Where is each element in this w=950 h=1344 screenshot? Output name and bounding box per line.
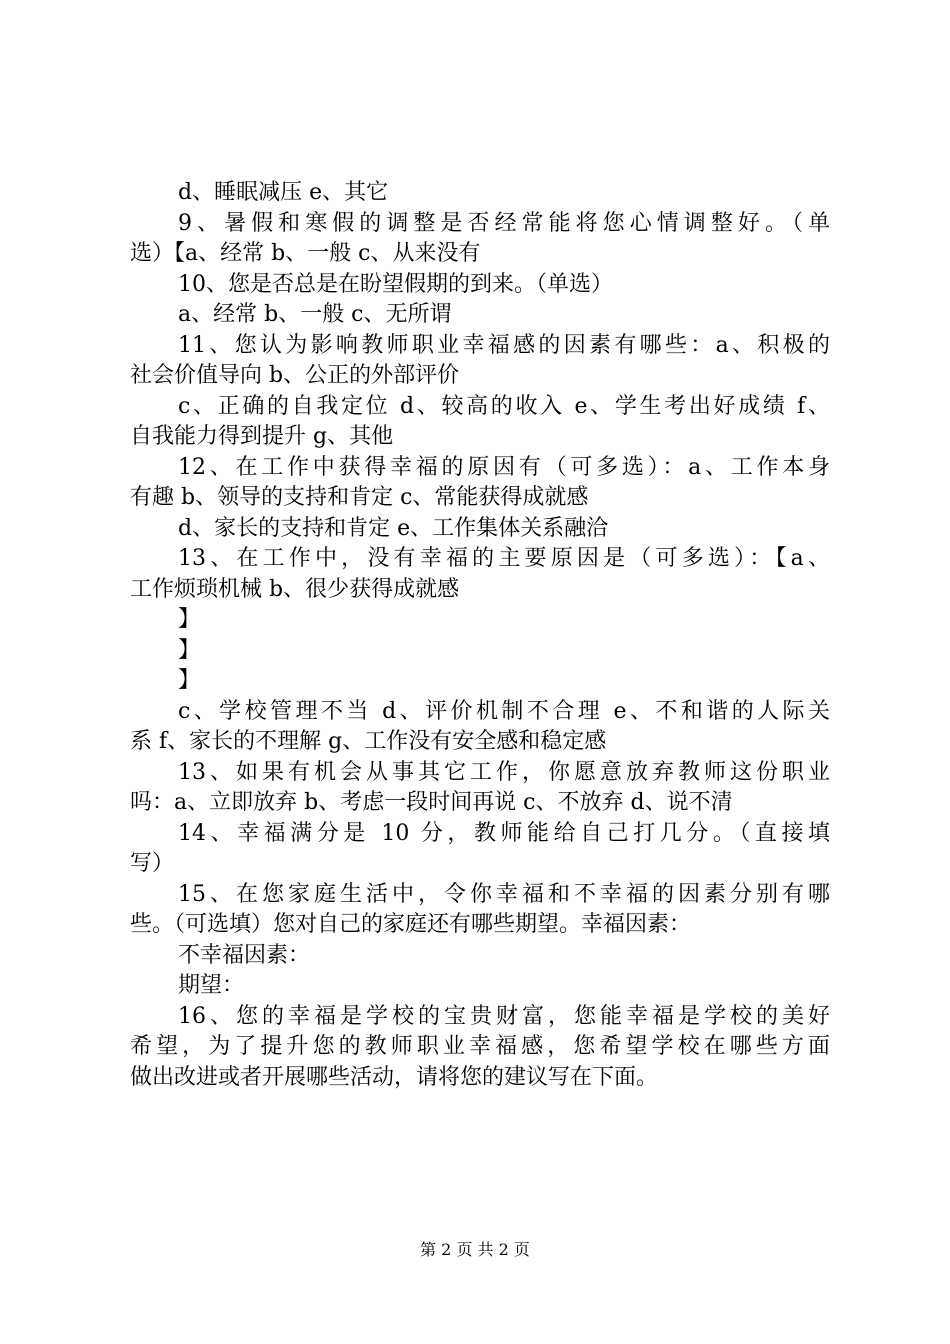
page-footer: 第 2 页 共 2 页 [420,1240,530,1259]
text-line-12: d、家长的支持和肯定 e、工作集体关系融洽 [178,516,609,541]
text-line-6: 11、您认为影响教师职业幸福感的因素有哪些：a、积极的 [178,333,830,358]
bracket-line-2: 】 [178,638,201,663]
text-line-5: a、经常 b、一般 c、无所谓 [178,302,452,327]
text-line-14: 工作烦琐机械 b、很少获得成就感 [130,577,460,602]
text-line-11: 有趣 b、领导的支持和肯定 c、常能获得成就感 [130,485,589,510]
text-line-25: 些。（可选填）您对自己的家庭还有哪些期望。幸福因素： [130,912,692,937]
bracket-line-3: 】 [178,668,201,693]
text-line-21: 吗：a、立即放弃 b、考虑一段时间再说 c、不放弃 d、说不清 [130,790,733,815]
text-line-13: 13、在工作中，没有幸福的主要原因是（可多选）：【a、 [178,546,830,571]
bracket-line-1: 】 [178,607,201,632]
text-line-18: c、学校管理不当 d、评价机制不合理 e、不和谐的人际关 [178,699,830,724]
text-line-27: 期望： [178,973,245,998]
text-line-9: 自我能力得到提升 g、其他 [130,424,394,449]
text-line-3: 选）【a、经常 b、一般 c、从来没有 [130,241,481,266]
text-line-19: 系 f、家长的不理解 g、工作没有安全感和稳定感 [130,729,607,754]
text-line-10: 12、在工作中获得幸福的原因有（可多选）：a、工作本身 [178,455,830,480]
text-line-22: 14、幸福满分是 10 分，教师能给自己打几分。（直接填 [178,821,830,846]
text-line-29: 希望，为了提升您的教师职业幸福感，您希望学校在哪些方面 [130,1034,830,1059]
text-line-23: 写） [130,851,175,876]
text-line-1: d、睡眠减压 e、其它 [178,180,389,205]
text-line-26: 不幸福因素： [178,943,311,968]
text-line-28: 16、您的幸福是学校的宝贵财富，您能幸福是学校的美好 [178,1004,830,1029]
text-line-20: 13、如果有机会从事其它工作，你愿意放弃教师这份职业 [178,760,830,785]
text-line-7: 社会价值导向 b、公正的外部评价 [130,363,460,388]
text-line-24: 15、在您家庭生活中，令你幸福和不幸福的因素分别有哪 [178,882,830,907]
text-line-30: 做出改进或者开展哪些活动，请将您的建议写在下面。 [130,1065,659,1090]
text-line-8: c、正确的自我定位 d、较高的收入 e、学生考出好成绩 f、 [178,394,830,419]
text-line-4: 10、您是否总是在盼望假期的到来。（单选） [178,272,613,297]
text-line-2: 9、暑假和寒假的调整是否经常能将您心情调整好。（单 [178,211,830,236]
